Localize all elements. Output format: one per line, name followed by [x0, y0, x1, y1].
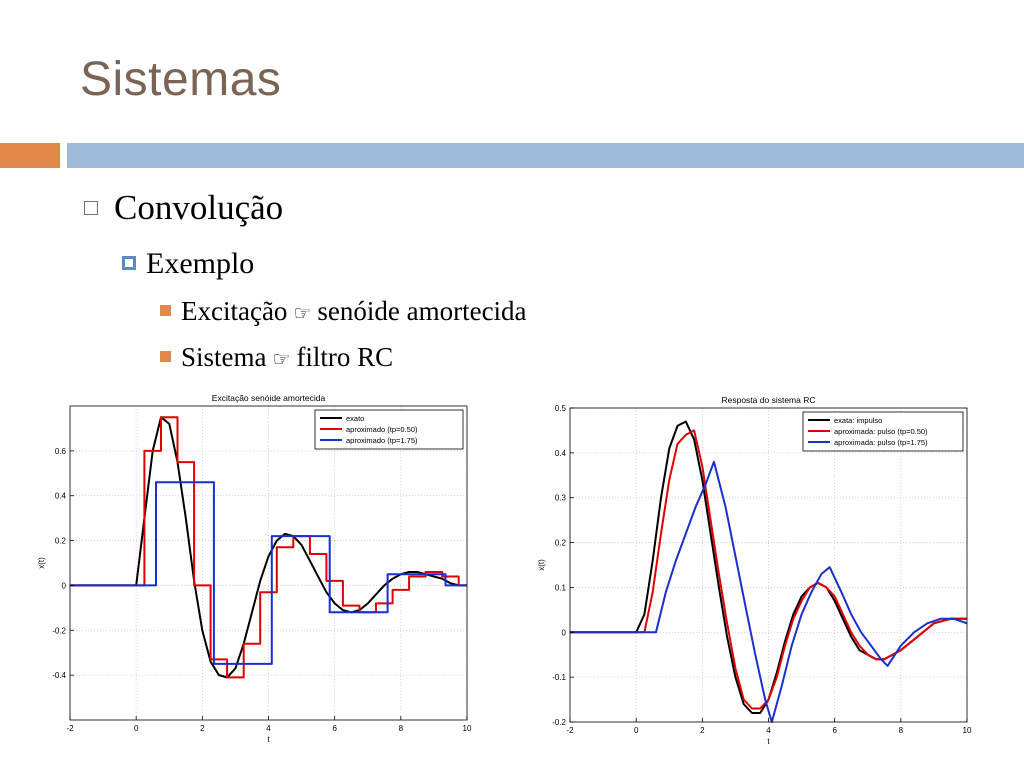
y-tick-label: 0.2	[554, 538, 566, 548]
bullet-marker-filled-square	[160, 351, 171, 362]
x-tick-label: 2	[200, 724, 205, 733]
y-tick-label: 0.1	[554, 583, 566, 593]
y-tick-label: 0.6	[54, 446, 66, 456]
y-tick-label: -0.2	[52, 626, 66, 636]
x-tick-label: 8	[398, 724, 404, 733]
chart-title: Resposta do sistema RC	[721, 395, 816, 405]
x-tick-label: 4	[266, 724, 271, 733]
bullet-level-3-system	[160, 342, 393, 373]
legend-entry: aproximado (tp=0.50)	[346, 425, 418, 434]
x-tick-label: 10	[462, 724, 472, 733]
x-axis-label: t	[267, 735, 270, 744]
accent-bar-blue	[67, 143, 1024, 168]
y-tick-label: -0.1	[552, 673, 566, 683]
bullet-marker-filled-square	[160, 305, 171, 316]
legend-entry: aproximado (tp=1.75)	[346, 436, 418, 445]
x-tick-label: 4	[766, 726, 771, 735]
y-tick-label: -0.2	[552, 718, 566, 727]
pointing-hand-icon: ☞	[272, 347, 291, 371]
x-tick-label: 10	[962, 726, 972, 735]
legend	[803, 412, 963, 451]
chart-rc-response	[530, 390, 980, 760]
bullet-level-1	[84, 188, 283, 228]
x-tick-label: 8	[898, 726, 904, 735]
x-tick-label: 2	[700, 726, 705, 735]
legend-entry: exato	[346, 414, 365, 423]
legend	[315, 410, 463, 449]
chart-title: Excitação senóide amortecida	[211, 393, 326, 403]
pointing-hand-icon: ☞	[293, 301, 312, 325]
slide-title: Sistemas	[80, 53, 282, 106]
y-tick-label: 0.3	[554, 493, 566, 503]
y-axis-label: x(t)	[537, 559, 546, 571]
y-tick-label: 0	[61, 581, 66, 591]
x-tick-label: 6	[332, 724, 337, 733]
bullet-text: Convolução	[114, 188, 284, 227]
y-tick-label: 0.4	[554, 448, 566, 458]
accent-bar-orange	[0, 143, 60, 168]
y-tick-label: 0	[561, 628, 566, 638]
x-tick-label: -2	[566, 726, 574, 735]
legend-entry: exata: impulso	[834, 416, 883, 425]
bullet-text-before: Sistema	[181, 342, 267, 372]
legend-entry: aproximada: pulso (tp=0.50)	[834, 427, 928, 436]
y-tick-label: 0.2	[54, 536, 66, 546]
chart-excitation	[30, 390, 480, 760]
x-tick-label: -2	[66, 724, 74, 733]
bullet-text: Exemplo	[146, 247, 255, 280]
bullet-text-after: senóide amortecida	[317, 296, 527, 326]
x-tick-label: 0	[133, 724, 139, 733]
bullet-marker-framed-square	[122, 256, 136, 270]
bullet-text-before: Excitação	[181, 296, 288, 326]
bullet-text-after: filtro RC	[296, 342, 394, 372]
y-tick-label: 0.4	[54, 491, 66, 501]
y-tick-label: 0.5	[554, 404, 566, 413]
legend-entry: aproximada: pulso (tp=1.75)	[834, 438, 928, 447]
bullet-marker-hollow-square	[84, 201, 98, 215]
y-axis-label: x(t)	[37, 557, 46, 569]
y-tick-label: -0.4	[52, 671, 66, 681]
bullet-level-3-excitation	[160, 296, 527, 327]
bullet-level-2	[122, 247, 254, 281]
x-tick-label: 6	[832, 726, 837, 735]
x-tick-label: 0	[633, 726, 639, 735]
x-axis-label: t	[767, 737, 770, 746]
